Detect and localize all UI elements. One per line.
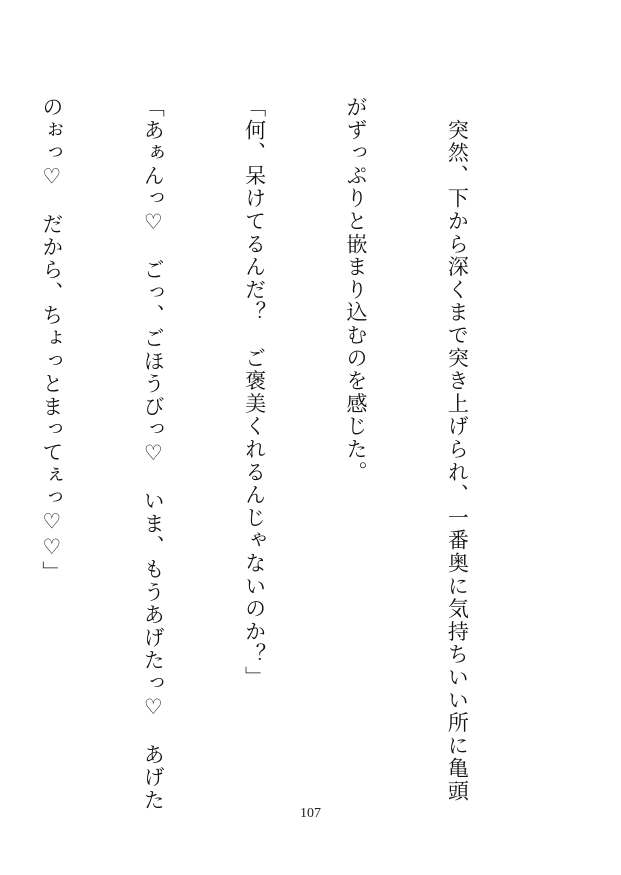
text-line: がずっぷりと嵌まり込むのを感じた。 [344,96,369,484]
vertical-text-body [0,96,541,812]
text-line: 「何、呆けてるんだ？ ご褒美くれるんじゃないのか？」 [242,96,267,689]
text-line: 「あぁんっ♡ ごっ、ごほうびっ♡ いま、もうあげたっ♡ あげた [141,96,166,812]
page-number: 107 [300,806,321,821]
text-line: のぉっ♡ だから、ちょっとまってぇっ♡♡」 [39,96,64,584]
text-line: 突然、下から深くまで突き上げられ、一番奥に気持ちいい所に亀頭 [445,96,470,803]
